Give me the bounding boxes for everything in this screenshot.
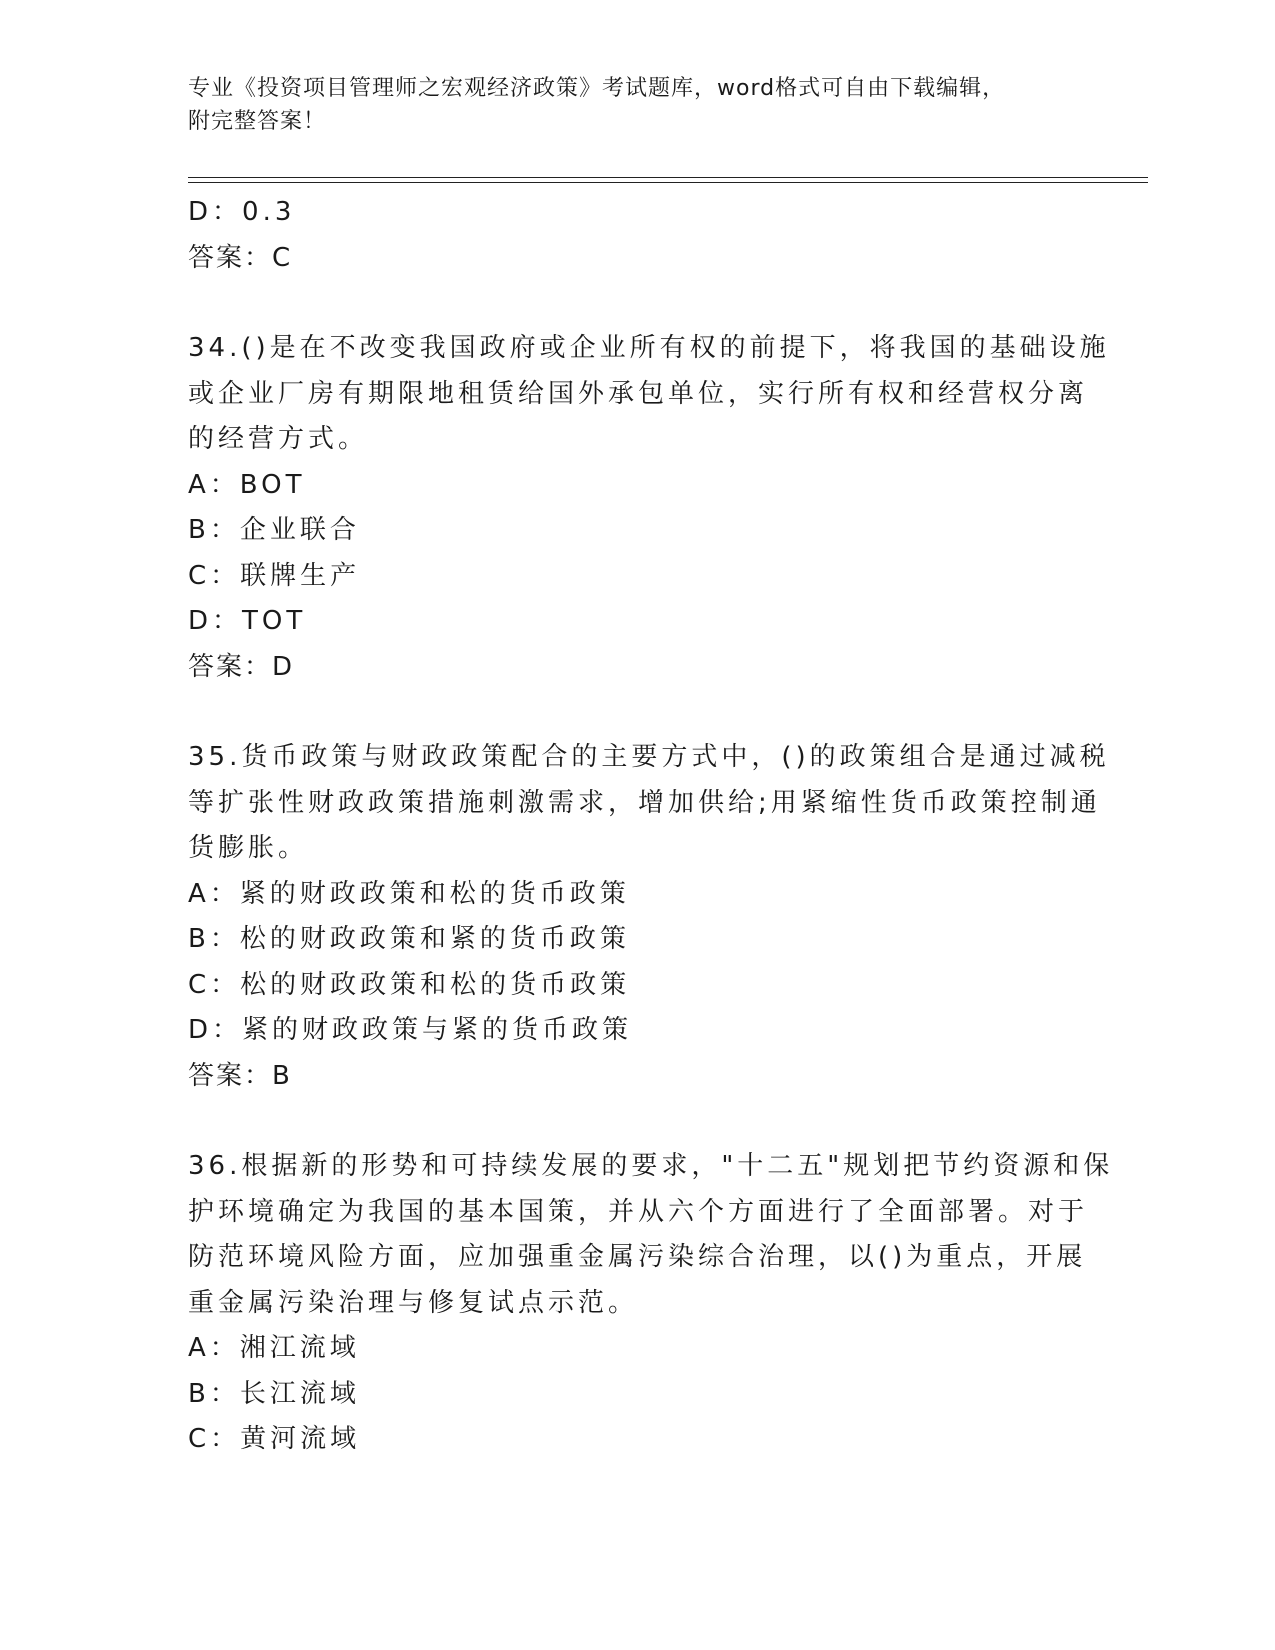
question-36-text-line-3: 防范环境风险方面，应加强重金属污染综合治理，以()为重点，开展	[188, 1242, 1087, 1272]
question-36	[188, 1144, 1114, 1463]
question-34-answer: 答案：D	[188, 651, 295, 682]
question-34-text-line-1: 34.()是在不改变我国政府或企业所有权的前提下，将我国的基础设施	[188, 333, 1110, 363]
question-36-option-a: A：湘江流域	[188, 1333, 360, 1363]
question-36-option-b: B：长江流域	[188, 1378, 360, 1409]
question-34-text-line-2: 或企业厂房有期限地租赁给国外承包单位，实行所有权和经营权分离	[188, 378, 1089, 409]
question-36-text-line-4: 重金属污染治理与修复试点示范。	[188, 1287, 639, 1318]
header-divider-top	[188, 177, 1148, 178]
question-34-option-a: A：BOT	[188, 469, 306, 500]
question-35-text-line-3: 货膨胀。	[188, 833, 309, 863]
question-34-option-b: B：企业联合	[188, 515, 360, 545]
question-content	[188, 190, 1114, 1463]
question-35-text-line-1: 35.货币政策与财政政策配合的主要方式中，()的政策组合是通过减税	[188, 742, 1110, 772]
question-34-text-line-3: 的经营方式。	[188, 424, 369, 454]
question-34	[188, 326, 1110, 690]
question-35	[188, 735, 1110, 1099]
question-36-text-line-1: 36.根据新的形势和可持续发展的要求，"十二五"规划把节约资源和保	[188, 1151, 1114, 1181]
question-35-text-line-2: 等扩张性财政政策措施刺激需求，增加供给;用紧缩性货币政策控制通	[188, 787, 1101, 818]
question-35-answer: 答案：B	[188, 1060, 292, 1091]
question-34-option-d: D：TOT	[188, 606, 307, 636]
question-34-option-c: C：联牌生产	[188, 560, 361, 591]
question-36-option-c: C：黄河流域	[188, 1424, 361, 1454]
question-36-text-line-2: 护环境确定为我国的基本国策，并从六个方面进行了全面部署。对于	[188, 1196, 1089, 1227]
header-divider-bottom	[188, 182, 1148, 183]
question-35-option-c: C：松的财政政策和松的货币政策	[188, 969, 631, 1000]
header-line-2: 附完整答案！	[188, 109, 327, 134]
question-35-option-a: A：紧的财政政策和松的货币政策	[188, 878, 630, 909]
prev-option-d: D：0.3	[188, 197, 296, 227]
prev-answer: 答案：C	[188, 242, 293, 273]
question-35-option-d: D：紧的财政政策与紧的货币政策	[188, 1015, 633, 1045]
page-header	[188, 72, 1068, 138]
question-35-option-b: B：松的财政政策和紧的货币政策	[188, 924, 630, 954]
header-line-1: 专业《投资项目管理师之宏观经济政策》考试题库，word格式可自由下载编辑，	[188, 76, 1006, 101]
